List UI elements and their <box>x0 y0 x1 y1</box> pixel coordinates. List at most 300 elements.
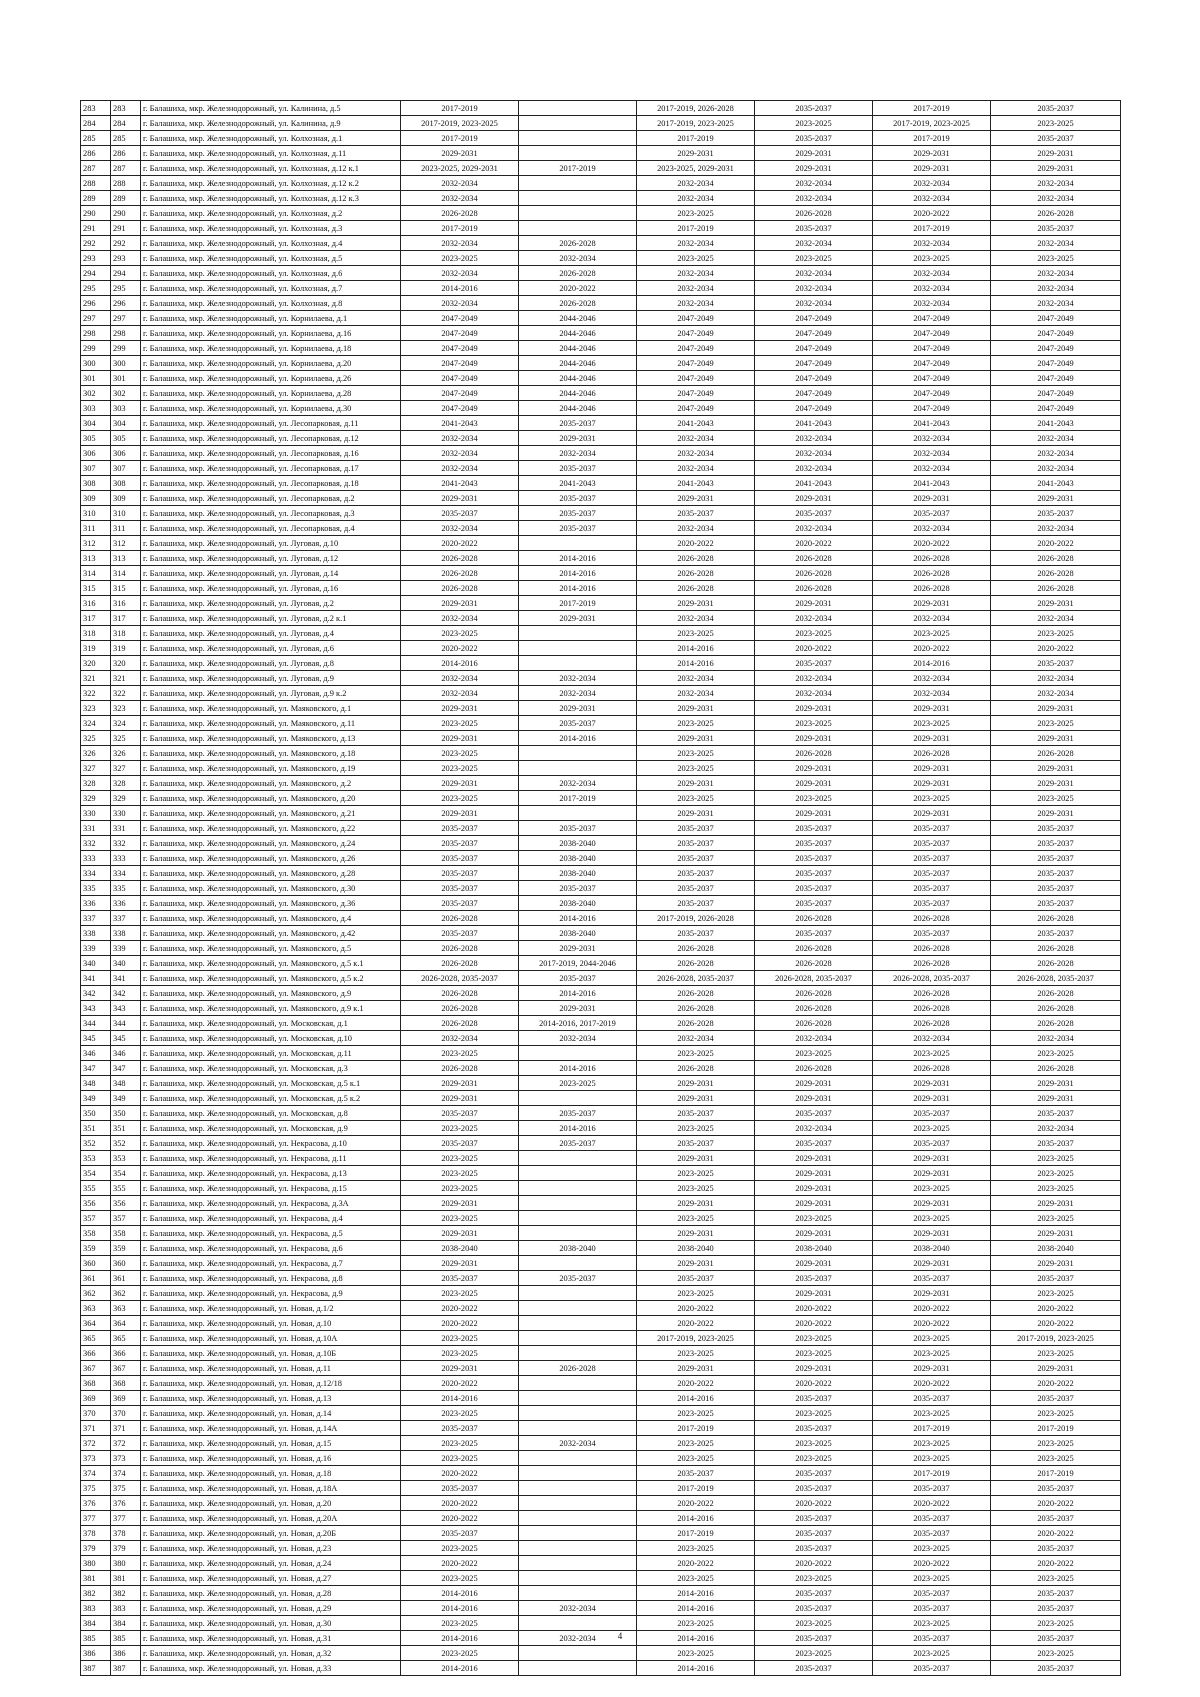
period-cell <box>519 1451 637 1466</box>
period-cell: 2032-2034 <box>755 266 873 281</box>
period-cell: 2035-2037 <box>755 101 873 116</box>
period-cell: 2023-2025 <box>401 251 519 266</box>
period-cell: 2035-2037 <box>637 896 755 911</box>
address-cell: г. Балашиха, мкр. Железнодорожный, ул. Корнилаева, д.18 <box>141 341 401 356</box>
period-cell: 2029-2031 <box>755 1286 873 1301</box>
table-row <box>81 1241 1121 1256</box>
period-cell <box>519 146 637 161</box>
period-cell: 2014-2016 <box>637 1391 755 1406</box>
row-number-cell: 329 <box>111 791 141 806</box>
period-cell: 2047-2049 <box>637 386 755 401</box>
period-cell: 2032-2034 <box>637 431 755 446</box>
period-cell: 2023-2025 <box>755 716 873 731</box>
period-cell: 2047-2049 <box>873 311 991 326</box>
period-cell: 2020-2022 <box>755 1301 873 1316</box>
period-cell: 2026-2028 <box>991 581 1121 596</box>
row-number-cell: 355 <box>111 1181 141 1196</box>
period-cell: 2032-2034 <box>637 281 755 296</box>
period-cell: 2023-2025 <box>755 1436 873 1451</box>
period-cell: 2035-2037 <box>401 1421 519 1436</box>
address-cell: г. Балашиха, мкр. Железнодорожный, ул. Маяковского, д.20 <box>141 791 401 806</box>
period-cell: 2047-2049 <box>991 371 1121 386</box>
period-cell <box>519 1406 637 1421</box>
period-cell: 2023-2025 <box>755 1646 873 1661</box>
period-cell: 2029-2031 <box>755 776 873 791</box>
period-cell: 2032-2034 <box>873 266 991 281</box>
row-number-cell: 383 <box>81 1601 111 1616</box>
address-cell: г. Балашиха, мкр. Железнодорожный, ул. Маяковского, д.11 <box>141 716 401 731</box>
address-cell: г. Балашиха, мкр. Железнодорожный, ул. Маяковского, д.5 к.1 <box>141 956 401 971</box>
address-cell: г. Балашиха, мкр. Железнодорожный, ул. Маяковского, д.1 <box>141 701 401 716</box>
table-row <box>81 1331 1121 1346</box>
table-row <box>81 971 1121 986</box>
period-cell: 2035-2037 <box>637 836 755 851</box>
period-cell: 2014-2016 <box>873 656 991 671</box>
period-cell: 2026-2028 <box>755 581 873 596</box>
table-row <box>81 1196 1121 1211</box>
period-cell: 2023-2025 <box>873 1346 991 1361</box>
period-cell: 2026-2028 <box>991 1061 1121 1076</box>
period-cell: 2023-2025 <box>755 1346 873 1361</box>
period-cell: 2044-2046 <box>519 371 637 386</box>
period-cell: 2032-2034 <box>401 266 519 281</box>
row-number-cell: 351 <box>81 1121 111 1136</box>
period-cell: 2035-2037 <box>755 1106 873 1121</box>
row-number-cell: 375 <box>81 1481 111 1496</box>
row-number-cell: 305 <box>111 431 141 446</box>
address-cell: г. Балашиха, мкр. Железнодорожный, ул. Новая, д.13 <box>141 1391 401 1406</box>
period-cell: 2047-2049 <box>755 341 873 356</box>
row-number-cell: 346 <box>81 1046 111 1061</box>
period-cell: 2047-2049 <box>637 371 755 386</box>
period-cell: 2020-2022 <box>637 1301 755 1316</box>
period-cell: 2014-2016 <box>519 986 637 1001</box>
period-cell: 2035-2037 <box>991 851 1121 866</box>
period-cell: 2023-2025 <box>637 1436 755 1451</box>
period-cell: 2047-2049 <box>637 341 755 356</box>
table-row <box>81 431 1121 446</box>
period-cell: 2035-2037 <box>873 1106 991 1121</box>
period-cell: 2032-2034 <box>991 431 1121 446</box>
address-cell: г. Балашиха, мкр. Железнодорожный, ул. Некрасова, д.15 <box>141 1181 401 1196</box>
row-number-cell: 311 <box>111 521 141 536</box>
period-cell: 2035-2037 <box>755 926 873 941</box>
period-cell: 2047-2049 <box>991 356 1121 371</box>
period-cell: 2020-2022 <box>873 641 991 656</box>
period-cell: 2023-2025 <box>873 1616 991 1631</box>
period-cell: 2047-2049 <box>401 401 519 416</box>
table-row <box>81 341 1121 356</box>
period-cell: 2029-2031 <box>401 596 519 611</box>
period-cell: 2029-2031 <box>401 1361 519 1376</box>
period-cell: 2032-2034 <box>401 671 519 686</box>
period-cell <box>519 1181 637 1196</box>
period-cell: 2026-2028 <box>873 911 991 926</box>
address-cell: г. Балашиха, мкр. Железнодорожный, ул. Новая, д.14А <box>141 1421 401 1436</box>
period-cell: 2029-2031 <box>755 1196 873 1211</box>
table-row <box>81 1481 1121 1496</box>
period-cell: 2023-2025 <box>991 1646 1121 1661</box>
address-cell: г. Балашиха, мкр. Железнодорожный, ул. Луговая, д.16 <box>141 581 401 596</box>
table-row <box>81 1601 1121 1616</box>
table-row <box>81 1286 1121 1301</box>
period-cell: 2020-2022 <box>873 536 991 551</box>
row-number-cell: 341 <box>81 971 111 986</box>
period-cell: 2029-2031 <box>873 761 991 776</box>
period-cell: 2023-2025 <box>755 1331 873 1346</box>
row-number-cell: 343 <box>81 1001 111 1016</box>
table-row <box>81 671 1121 686</box>
period-cell: 2023-2025 <box>873 1406 991 1421</box>
period-cell: 2032-2034 <box>755 446 873 461</box>
period-cell: 2023-2025 <box>637 761 755 776</box>
row-number-cell: 373 <box>81 1451 111 1466</box>
period-cell: 2023-2025 <box>991 1346 1121 1361</box>
period-cell: 2029-2031 <box>755 1166 873 1181</box>
table-row <box>81 986 1121 1001</box>
period-cell: 2026-2028 <box>755 956 873 971</box>
row-number-cell: 320 <box>111 656 141 671</box>
period-cell: 2032-2034 <box>401 1031 519 1046</box>
period-cell: 2023-2025 <box>401 1046 519 1061</box>
row-number-cell: 317 <box>81 611 111 626</box>
row-number-cell: 376 <box>81 1496 111 1511</box>
table-row <box>81 1301 1121 1316</box>
period-cell <box>519 1316 637 1331</box>
period-cell: 2029-2031 <box>991 161 1121 176</box>
period-cell: 2026-2028 <box>991 986 1121 1001</box>
period-cell: 2014-2016 <box>637 641 755 656</box>
period-cell: 2020-2022 <box>755 536 873 551</box>
period-cell: 2023-2025 <box>401 1181 519 1196</box>
period-cell: 2035-2037 <box>755 131 873 146</box>
period-cell: 2047-2049 <box>637 311 755 326</box>
period-cell: 2017-2019, 2026-2028 <box>637 911 755 926</box>
period-cell: 2032-2034 <box>755 431 873 446</box>
period-cell: 2026-2028 <box>873 746 991 761</box>
period-cell: 2032-2034 <box>873 191 991 206</box>
row-number-cell: 295 <box>111 281 141 296</box>
table-row <box>81 416 1121 431</box>
address-cell: г. Балашиха, мкр. Железнодорожный, ул. Маяковского, д.9 к.1 <box>141 1001 401 1016</box>
period-cell: 2023-2025 <box>401 626 519 641</box>
period-cell <box>519 1331 637 1346</box>
period-cell: 2014-2016 <box>637 1586 755 1601</box>
period-cell: 2047-2049 <box>637 326 755 341</box>
period-cell: 2017-2019, 2044-2046 <box>519 956 637 971</box>
period-cell: 2029-2031 <box>873 1286 991 1301</box>
period-cell: 2029-2031 <box>991 731 1121 746</box>
row-number-cell: 303 <box>81 401 111 416</box>
period-cell: 2023-2025 <box>401 791 519 806</box>
period-cell: 2026-2028 <box>755 1061 873 1076</box>
period-cell: 2026-2028 <box>991 1016 1121 1031</box>
period-cell: 2029-2031 <box>401 1196 519 1211</box>
address-cell: г. Балашиха, мкр. Железнодорожный, ул. Корнилаева, д.26 <box>141 371 401 386</box>
period-cell: 2035-2037 <box>991 836 1121 851</box>
row-number-cell: 315 <box>81 581 111 596</box>
row-number-cell: 309 <box>81 491 111 506</box>
period-cell: 2032-2034 <box>991 671 1121 686</box>
period-cell: 2017-2019, 2023-2025 <box>873 116 991 131</box>
period-cell: 2035-2037 <box>637 821 755 836</box>
row-number-cell: 387 <box>111 1661 141 1676</box>
row-number-cell: 347 <box>111 1061 141 1076</box>
row-number-cell: 307 <box>81 461 111 476</box>
period-cell: 2014-2016 <box>519 581 637 596</box>
row-number-cell: 328 <box>111 776 141 791</box>
period-cell: 2047-2049 <box>991 326 1121 341</box>
table-row <box>81 266 1121 281</box>
period-cell: 2038-2040 <box>637 1241 755 1256</box>
row-number-cell: 285 <box>81 131 111 146</box>
period-cell: 2029-2031 <box>991 146 1121 161</box>
row-number-cell: 360 <box>111 1256 141 1271</box>
period-cell: 2047-2049 <box>401 386 519 401</box>
table-row <box>81 881 1121 896</box>
address-cell: г. Балашиха, мкр. Железнодорожный, ул. Колхозная, д.7 <box>141 281 401 296</box>
period-cell: 2032-2034 <box>401 686 519 701</box>
period-cell: 2035-2037 <box>991 1106 1121 1121</box>
period-cell: 2047-2049 <box>873 386 991 401</box>
period-cell: 2014-2016 <box>637 1661 755 1676</box>
period-cell: 2029-2031 <box>401 731 519 746</box>
table-row <box>81 761 1121 776</box>
address-cell: г. Балашиха, мкр. Железнодорожный, ул. Луговая, д.9 к.2 <box>141 686 401 701</box>
row-number-cell: 312 <box>81 536 111 551</box>
address-cell: г. Балашиха, мкр. Железнодорожный, ул. Луговая, д.10 <box>141 536 401 551</box>
period-cell: 2029-2031 <box>519 431 637 446</box>
period-cell: 2017-2019 <box>873 1466 991 1481</box>
period-cell: 2035-2037 <box>755 896 873 911</box>
row-number-cell: 288 <box>111 176 141 191</box>
period-cell: 2035-2037 <box>755 1481 873 1496</box>
period-cell: 2023-2025 <box>991 1286 1121 1301</box>
period-cell: 2014-2016 <box>519 731 637 746</box>
address-cell: г. Балашиха, мкр. Железнодорожный, ул. Колхозная, д.5 <box>141 251 401 266</box>
period-cell: 2032-2034 <box>755 1121 873 1136</box>
period-cell: 2014-2016 <box>401 1391 519 1406</box>
row-number-cell: 294 <box>81 266 111 281</box>
period-cell: 2032-2034 <box>519 1631 637 1646</box>
period-cell: 2029-2031 <box>873 1361 991 1376</box>
period-cell: 2026-2028 <box>755 1016 873 1031</box>
period-cell: 2047-2049 <box>401 311 519 326</box>
period-cell: 2017-2019 <box>401 131 519 146</box>
period-cell: 2017-2019 <box>873 101 991 116</box>
table-row <box>81 551 1121 566</box>
period-cell: 2023-2025 <box>401 1571 519 1586</box>
period-cell: 2023-2025 <box>401 746 519 761</box>
period-cell: 2014-2016 <box>637 656 755 671</box>
period-cell: 2020-2022 <box>637 1376 755 1391</box>
period-cell: 2032-2034 <box>519 686 637 701</box>
period-cell: 2047-2049 <box>755 401 873 416</box>
period-cell: 2035-2037 <box>755 1661 873 1676</box>
row-number-cell: 323 <box>111 701 141 716</box>
period-cell: 2014-2016 <box>637 1601 755 1616</box>
row-number-cell: 296 <box>111 296 141 311</box>
period-cell <box>519 1466 637 1481</box>
period-cell: 2032-2034 <box>519 776 637 791</box>
period-cell: 2035-2037 <box>637 926 755 941</box>
table-row <box>81 746 1121 761</box>
address-cell: г. Балашиха, мкр. Железнодорожный, ул. Московская, д.9 <box>141 1121 401 1136</box>
period-cell: 2029-2031 <box>873 1151 991 1166</box>
row-number-cell: 327 <box>111 761 141 776</box>
address-cell: г. Балашиха, мкр. Железнодорожный, ул. Луговая, д.14 <box>141 566 401 581</box>
period-cell: 2017-2019, 2023-2025 <box>637 1331 755 1346</box>
period-cell: 2032-2034 <box>873 431 991 446</box>
period-cell: 2032-2034 <box>991 446 1121 461</box>
row-number-cell: 385 <box>81 1631 111 1646</box>
period-cell: 2023-2025 <box>755 1046 873 1061</box>
period-cell: 2035-2037 <box>401 926 519 941</box>
period-cell: 2047-2049 <box>991 386 1121 401</box>
period-cell <box>519 1511 637 1526</box>
period-cell: 2023-2025 <box>873 626 991 641</box>
table-row <box>81 446 1121 461</box>
address-cell: г. Балашиха, мкр. Железнодорожный, ул. Новая, д.18А <box>141 1481 401 1496</box>
period-cell: 2032-2034 <box>873 521 991 536</box>
address-cell: г. Балашиха, мкр. Железнодорожный, ул. Маяковского, д.2 <box>141 776 401 791</box>
table-row <box>81 1136 1121 1151</box>
period-cell: 2035-2037 <box>637 851 755 866</box>
period-cell: 2029-2031 <box>401 776 519 791</box>
row-number-cell: 378 <box>81 1526 111 1541</box>
period-cell: 2032-2034 <box>637 461 755 476</box>
period-cell: 2035-2037 <box>637 866 755 881</box>
address-cell: г. Балашиха, мкр. Железнодорожный, ул. Новая, д.32 <box>141 1646 401 1661</box>
period-cell: 2032-2034 <box>991 461 1121 476</box>
period-cell: 2029-2031 <box>637 1361 755 1376</box>
row-number-cell: 287 <box>111 161 141 176</box>
row-number-cell: 306 <box>81 446 111 461</box>
address-cell: г. Балашиха, мкр. Железнодорожный, ул. Луговая, д.8 <box>141 656 401 671</box>
row-number-cell: 367 <box>81 1361 111 1376</box>
row-number-cell: 356 <box>111 1196 141 1211</box>
period-cell: 2026-2028 <box>637 581 755 596</box>
table-row <box>81 641 1121 656</box>
row-number-cell: 381 <box>81 1571 111 1586</box>
period-cell: 2026-2028 <box>991 746 1121 761</box>
row-number-cell: 341 <box>111 971 141 986</box>
row-number-cell: 372 <box>81 1436 111 1451</box>
period-cell: 2026-2028 <box>401 1001 519 1016</box>
period-cell: 2026-2028 <box>519 1361 637 1376</box>
period-cell: 2047-2049 <box>637 356 755 371</box>
period-cell: 2047-2049 <box>755 356 873 371</box>
period-cell: 2035-2037 <box>755 656 873 671</box>
table-row <box>81 1466 1121 1481</box>
period-cell: 2026-2028 <box>401 206 519 221</box>
table-row <box>81 476 1121 491</box>
period-cell: 2035-2037 <box>991 1391 1121 1406</box>
period-cell: 2032-2034 <box>637 611 755 626</box>
period-cell: 2026-2028 <box>873 551 991 566</box>
period-cell: 2038-2040 <box>519 866 637 881</box>
period-cell <box>519 1256 637 1271</box>
row-number-cell: 349 <box>81 1091 111 1106</box>
table-row <box>81 926 1121 941</box>
period-cell: 2020-2022 <box>755 1496 873 1511</box>
table-row <box>81 161 1121 176</box>
period-cell: 2035-2037 <box>873 851 991 866</box>
period-cell: 2023-2025 <box>991 1151 1121 1166</box>
period-cell: 2023-2025 <box>519 1076 637 1091</box>
period-cell: 2041-2043 <box>755 476 873 491</box>
address-cell: г. Балашиха, мкр. Железнодорожный, ул. Новая, д.10 <box>141 1316 401 1331</box>
table-row <box>81 296 1121 311</box>
period-cell: 2035-2037 <box>401 1106 519 1121</box>
period-cell: 2023-2025 <box>401 1616 519 1631</box>
period-cell: 2029-2031 <box>637 1196 755 1211</box>
period-cell: 2032-2034 <box>991 1121 1121 1136</box>
period-cell: 2029-2031 <box>637 146 755 161</box>
period-cell: 2032-2034 <box>637 1031 755 1046</box>
period-cell: 2014-2016 <box>401 1661 519 1676</box>
period-cell: 2047-2049 <box>991 341 1121 356</box>
period-cell: 2029-2031 <box>755 806 873 821</box>
period-cell: 2032-2034 <box>401 611 519 626</box>
period-cell: 2035-2037 <box>401 1481 519 1496</box>
row-number-cell: 381 <box>111 1571 141 1586</box>
period-cell: 2035-2037 <box>401 1526 519 1541</box>
row-number-cell: 284 <box>81 116 111 131</box>
period-cell: 2020-2022 <box>873 1376 991 1391</box>
period-cell: 2014-2016 <box>401 656 519 671</box>
row-number-cell: 300 <box>81 356 111 371</box>
period-cell: 2017-2019 <box>637 1526 755 1541</box>
table-row <box>81 356 1121 371</box>
period-cell: 2020-2022 <box>401 536 519 551</box>
period-cell: 2023-2025 <box>637 1121 755 1136</box>
table-row <box>81 1061 1121 1076</box>
period-cell: 2023-2025 <box>637 1541 755 1556</box>
period-cell: 2026-2028, 2035-2037 <box>637 971 755 986</box>
row-number-cell: 344 <box>81 1016 111 1031</box>
period-cell: 2023-2025 <box>991 1046 1121 1061</box>
period-cell <box>519 191 637 206</box>
period-cell: 2020-2022 <box>401 1556 519 1571</box>
period-cell: 2038-2040 <box>519 851 637 866</box>
period-cell: 2017-2019 <box>637 1421 755 1436</box>
period-cell: 2023-2025 <box>637 1181 755 1196</box>
period-cell <box>519 1481 637 1496</box>
period-cell: 2023-2025 <box>401 1436 519 1451</box>
period-cell: 2035-2037 <box>991 926 1121 941</box>
period-cell: 2023-2025 <box>991 716 1121 731</box>
row-number-cell: 342 <box>81 986 111 1001</box>
row-number-cell: 297 <box>81 311 111 326</box>
address-cell: г. Балашиха, мкр. Железнодорожный, ул. Корнилаева, д.16 <box>141 326 401 341</box>
period-cell: 2035-2037 <box>991 1271 1121 1286</box>
period-cell: 2035-2037 <box>401 1136 519 1151</box>
period-cell: 2017-2019 <box>401 101 519 116</box>
period-cell: 2035-2037 <box>873 1661 991 1676</box>
period-cell: 2029-2031 <box>755 1076 873 1091</box>
row-number-cell: 289 <box>81 191 111 206</box>
period-cell: 2026-2028 <box>401 986 519 1001</box>
period-cell <box>519 1346 637 1361</box>
period-cell: 2023-2025 <box>637 1166 755 1181</box>
period-cell <box>519 1091 637 1106</box>
row-number-cell: 333 <box>81 851 111 866</box>
period-cell <box>519 101 637 116</box>
row-number-cell: 318 <box>111 626 141 641</box>
period-cell: 2026-2028 <box>637 986 755 1001</box>
period-cell: 2035-2037 <box>991 1541 1121 1556</box>
